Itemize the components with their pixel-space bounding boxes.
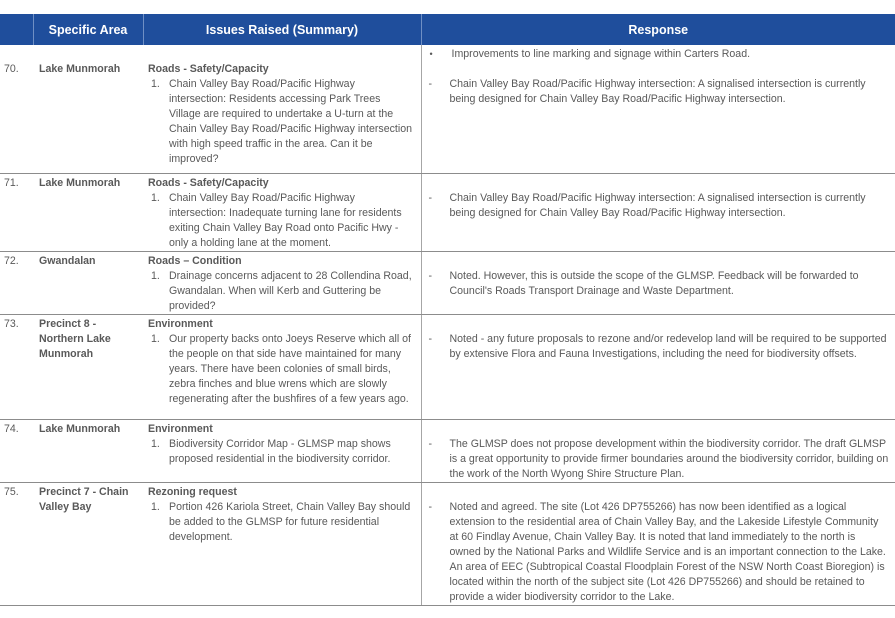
table-row	[0, 314, 895, 419]
header-response: Response	[421, 14, 895, 45]
consultation-table-page	[0, 14, 895, 606]
row-response	[421, 419, 895, 482]
issue-item	[151, 191, 413, 251]
response-line	[428, 437, 890, 482]
issue-item-index: 1.	[151, 332, 160, 345]
response-line	[428, 77, 890, 107]
row-response	[421, 173, 895, 251]
table-row	[0, 173, 895, 251]
response-dash: -	[428, 500, 433, 513]
row-number: 72.	[0, 251, 33, 314]
row-issue	[143, 482, 421, 605]
issue-item-index: 1.	[151, 269, 160, 282]
response-text: The GLMSP does not propose development within the biodiversity corridor. The draft GLMSP is a great opportunity to provide firmer boundaries around the biodiversity corridor, building on the work of the North Wyong Shire Structure Plan.	[449, 437, 889, 480]
row-response	[421, 251, 895, 314]
row-response	[421, 45, 895, 173]
row-number: 74.	[0, 419, 33, 482]
row-number: 71.	[0, 173, 33, 251]
row-response	[421, 482, 895, 605]
table-row	[0, 251, 895, 314]
row-number: 75.	[0, 482, 33, 605]
response-dash: -	[428, 191, 433, 204]
row-issue	[143, 419, 421, 482]
response-bullet	[428, 47, 890, 62]
issue-category: Roads – Condition	[148, 254, 242, 267]
issue-item-text: Drainage concerns adjacent to 28 Collendina Road, Gwandalan. When will Kerb and Guttering be provided?	[169, 269, 412, 312]
issue-category: Rezoning request	[148, 485, 237, 498]
row-issue	[143, 251, 421, 314]
issue-category: Roads - Safety/Capacity	[148, 176, 269, 189]
header-issues-raised: Issues Raised (Summary)	[143, 14, 421, 45]
response-text: Noted - any future proposals to rezone and/or redevelop land will be required to be supported by extensive Flora and Fauna Investigations, including the need for biodiversity offsets.	[449, 332, 887, 360]
row-issue	[143, 314, 421, 419]
issue-item-text: Biodiversity Corridor Map - GLMSP map shows proposed residential in the biodiversity corridor.	[169, 437, 391, 465]
issue-category: Environment	[148, 317, 213, 330]
issue-category: Environment	[148, 422, 213, 435]
table-row	[0, 482, 895, 605]
row-area: Lake Munmorah	[33, 419, 143, 482]
row-area: Precinct 7 - Chain Valley Bay	[33, 482, 143, 605]
response-text: Chain Valley Bay Road/Pacific Highway intersection: A signalised intersection is currently being designed for Chain Valley Bay Road/Pacific Highway intersection.	[449, 191, 866, 219]
table-row	[0, 45, 895, 173]
issue-item	[151, 332, 413, 407]
issue-item-index: 1.	[151, 191, 160, 204]
response-text: Chain Valley Bay Road/Pacific Highway intersection: A signalised intersection is currently being designed for Chain Valley Bay Road/Pacific Highway intersection.	[449, 78, 866, 105]
issue-item	[151, 77, 413, 167]
issue-item-text: Portion 426 Kariola Street, Chain Valley Bay should be added to the GLMSP for future residential development.	[169, 500, 411, 543]
row-issue	[143, 173, 421, 251]
issue-item	[151, 500, 413, 545]
header-number	[0, 14, 33, 45]
issue-item-text: Chain Valley Bay Road/Pacific Highway intersection: Residents accessing Park Trees Village are required to undertake a U-turn at the Chain Valley Bay Road/Pacific Highway intersection with high speed traffic in the area. Can it be improved?	[169, 78, 412, 165]
issue-item-text: Our property backs onto Joeys Reserve which all of the people on that side have maintained for many years. There have been colonies of small birds, zebra finches and blue wrens which are slowly regenerating after the bushfires of a few years ago.	[169, 332, 412, 405]
row-number: 70.	[0, 45, 33, 173]
row-response	[421, 314, 895, 419]
row-area: Lake Munmorah	[33, 173, 143, 251]
issue-item-index: 1.	[151, 437, 160, 450]
row-area: Precinct 8 - Northern Lake Munmorah	[33, 314, 143, 419]
table-row	[0, 419, 895, 482]
response-bullet-text: Improvements to line marking and signage within Carters Road.	[451, 48, 751, 60]
response-line	[428, 500, 890, 605]
response-text: Noted and agreed. The site (Lot 426 DP755266) has now been identified as a logical extension to the residential area of Chain Valley Bay, and the Lakeside Lifestyle Community at 60 Findlay Avenue, Chain Valley Bay. It is noted that land immediately to the north is owned by the National Parks and Wildlife Service and is an important connection to the Lake. An area of EEC (Subtropical Coastal Floodplain Forest of the NSW North Coast Bioregion) is located within the north of the subject site (Lot 426 DP755266) and should be retained to provide a wider biodiversity corridor to the Lake.	[449, 500, 886, 603]
response-line	[428, 332, 890, 362]
response-dash: -	[428, 269, 433, 282]
row-number: 73.	[0, 314, 33, 419]
issue-item-index: 1.	[151, 78, 160, 90]
row-issue	[143, 45, 421, 173]
response-line	[428, 269, 890, 299]
table-header-row	[0, 14, 895, 45]
response-line	[428, 191, 890, 221]
issue-category: Roads - Safety/Capacity	[148, 63, 269, 75]
row-area: Lake Munmorah	[33, 45, 143, 173]
row-area: Gwandalan	[33, 251, 143, 314]
header-specific-area: Specific Area	[33, 14, 143, 45]
response-dash: -	[428, 78, 433, 90]
response-dash: -	[428, 437, 433, 450]
issue-item	[151, 269, 413, 314]
response-text: Noted. However, this is outside the scope of the GLMSP. Feedback will be forwarded to Council's Roads Transport Drainage and Waste Department.	[449, 269, 859, 297]
submissions-table	[0, 14, 895, 606]
issue-item-index: 1.	[151, 500, 160, 513]
response-dash: -	[428, 332, 433, 345]
issue-item-text: Chain Valley Bay Road/Pacific Highway intersection: Inadequate turning lane for residents exiting Chain Valley Bay Road onto Pacific Hwy - only a holding lane at the moment.	[169, 191, 402, 249]
bullet-dot-icon: •	[429, 49, 433, 59]
issue-item	[151, 437, 413, 467]
